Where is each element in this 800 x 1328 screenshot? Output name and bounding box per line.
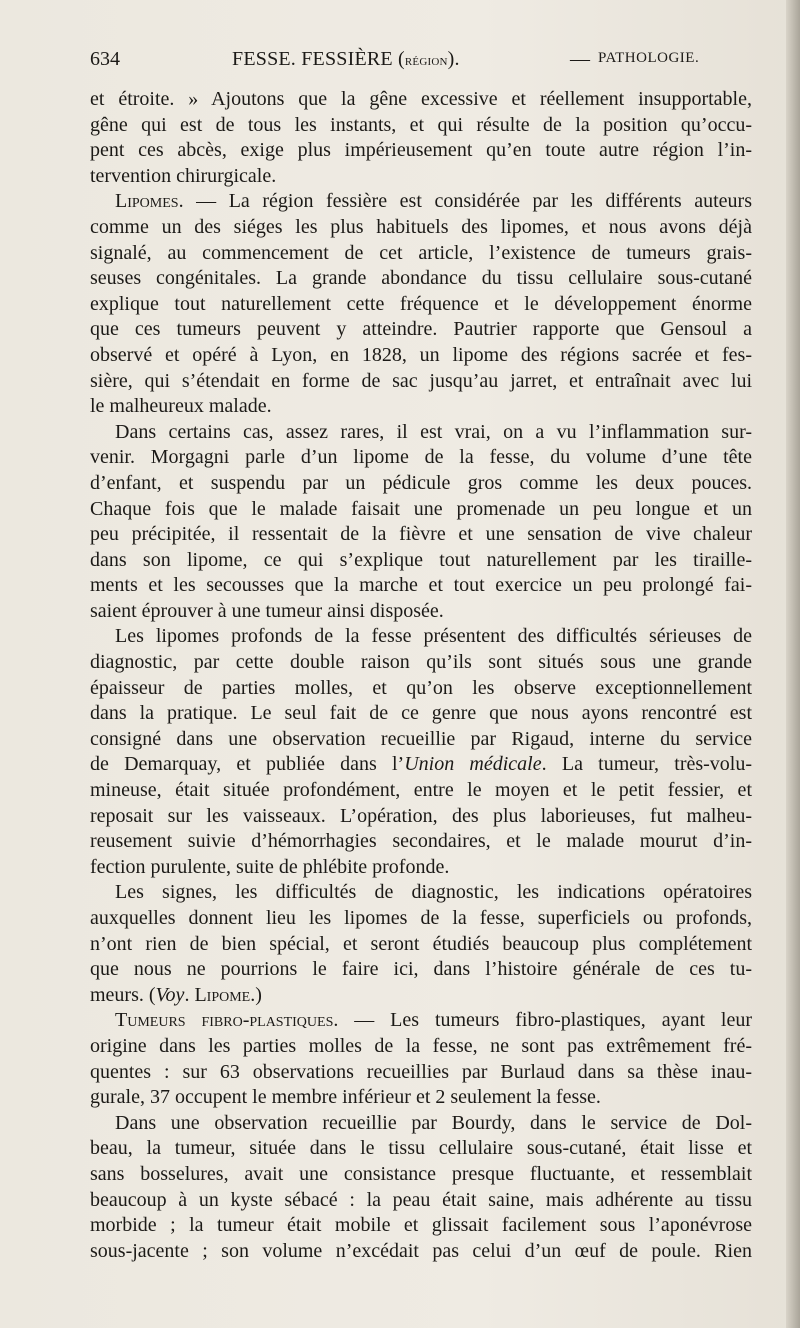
text-line: [90, 676, 752, 702]
text-line: [90, 1188, 752, 1214]
text-line: [90, 317, 752, 343]
text-segment: beaucoup à un kyste sébacé : la peau était saine, mais adhérente au tissu: [90, 1188, 752, 1211]
text-segment: saient éprouver à une tumeur ainsi disposée.: [90, 599, 444, 622]
text-segment: dans la pratique. Le seul fait de ce genre que nous ayons rencontré est: [90, 702, 752, 725]
text-line: [90, 1060, 752, 1086]
text-line: [90, 1213, 752, 1239]
text-segment: reusement suivie d’hémorrhagies secondaires, et le malade mourut d’in-: [90, 830, 752, 853]
text-line: [90, 573, 752, 599]
text-segment: d’enfant, et suspendu par un pédicule gros comme les deux pouces.: [90, 471, 752, 494]
text-segment: comme un des siéges les plus habituels des lipomes, et nous avons déjà: [90, 215, 752, 238]
text-segment: n’ont rien de bien spécial, et seront étudiés beaucoup plus complétement: [90, 932, 752, 955]
text-line: [90, 215, 752, 241]
text-line: [90, 113, 752, 139]
text-segment: pent ces abcès, exige plus impérieusement qu’en toute autre région l’in-: [90, 139, 752, 162]
text-line: [90, 292, 752, 318]
text-segment: observé et opéré à Lyon, en 1828, un lipome des régions sacrée et fes-: [90, 343, 752, 366]
text-line: [90, 650, 752, 676]
text-segment: quentes : sur 63 observations recueillies par Burlaud dans sa thèse inau-: [90, 1060, 752, 1083]
text-segment: que ces tumeurs peuvent y atteindre. Pautrier rapporte que Gensoul a: [90, 318, 752, 341]
text-line: [90, 1136, 752, 1162]
text-line: [90, 957, 752, 983]
text-segment: .: [184, 983, 195, 1006]
text-line: [90, 829, 752, 855]
text-line: [90, 241, 752, 267]
text-segment: le malheureux malade.: [90, 395, 272, 418]
page-edge: [786, 0, 800, 1328]
text-line: [90, 727, 752, 753]
running-title: [232, 48, 460, 71]
text-line: [90, 983, 752, 1009]
text-segment: mineuse, était située profondément, entre le moyen et le petit fessier, et: [90, 779, 752, 802]
text-segment: venir. Morgagni parle d’un lipome de la fesse, du volume d’une tête: [90, 446, 752, 469]
text-line: [90, 445, 752, 471]
text-segment: seuses congénitales. La grande abondance du tissu cellulaire sous-cutané: [90, 267, 752, 290]
body-text: [90, 87, 752, 1264]
text-segment: signalé, au commencement de cet article, l’existence de tumeurs grais-: [90, 241, 752, 264]
header-separator: —: [570, 48, 590, 70]
text-line: [90, 599, 752, 625]
text-segment: gurale, 37 occupent le membre inférieur et 2 seulement la fesse.: [90, 1086, 601, 1109]
italic-text: Union médicale: [404, 753, 542, 776]
text-segment: dans son lipome, ce qui s’explique tout naturellement par les tiraille-: [90, 548, 752, 571]
text-line: [90, 343, 752, 369]
text-line: [90, 1085, 752, 1111]
text-segment: ments et les secousses que la marche et tout exercice un peu prolongé fai-: [90, 574, 752, 597]
italic-text: Voy: [155, 983, 185, 1006]
text-line: [90, 87, 752, 113]
text-line: [90, 420, 752, 446]
text-line: [90, 522, 752, 548]
text-segment: Dans une observation recueillie par Bourdy, dans le service de Dol-: [115, 1111, 752, 1134]
text-line: [90, 266, 752, 292]
text-line: [90, 369, 752, 395]
text-segment: diagnostic, par cette double raison qu’ils sont situés sous une grande: [90, 651, 752, 674]
text-line: [90, 1111, 752, 1137]
text-segment: fection purulente, suite de phlébite profonde.: [90, 855, 450, 878]
text-line: [90, 624, 752, 650]
text-segment: . — La région fessière est considérée par les différents auteurs: [178, 190, 752, 213]
text-line: [90, 138, 752, 164]
text-segment: .): [250, 983, 262, 1006]
small-caps-text: Lipomes: [115, 190, 179, 213]
text-line: [90, 471, 752, 497]
text-line: [90, 164, 752, 190]
text-segment: sans bosselures, avait une consistance presque fluctuante, et ressemblait: [90, 1162, 752, 1185]
text-segment: que nous ne pourrions le faire ici, dans l’histoire générale de ces tu-: [90, 958, 752, 981]
text-segment: explique tout naturellement cette fréquence et le développement énorme: [90, 292, 752, 315]
section-title: PATHOLOGIE.: [598, 50, 700, 66]
text-segment: auxquelles donnent lieu les lipomes de la fesse, superficiels ou profonds,: [90, 907, 752, 929]
text-line: [90, 906, 752, 932]
text-line: [90, 932, 752, 958]
text-line: [90, 855, 752, 881]
text-segment: et étroite. » Ajoutons que la gêne excessive et réellement insupportable,: [90, 88, 752, 110]
text-segment: Les signes, les difficultés de diagnostic, les indications opératoires: [115, 881, 752, 904]
text-segment: . — Les tumeurs fibro-plastiques, ayant leur: [333, 1009, 753, 1032]
text-line: [90, 497, 752, 523]
text-line: [90, 880, 752, 906]
text-line: [90, 1008, 752, 1034]
text-segment: . La tumeur, très-volu-: [541, 753, 753, 776]
small-caps-text: Tumeurs fibro-plastiques: [115, 1009, 334, 1032]
text-line: [90, 1034, 752, 1060]
small-caps-text: Lipome: [194, 983, 251, 1006]
title-region: région: [404, 53, 448, 69]
text-segment: beau, la tumeur, située dans le tissu cellulaire sous-cutané, était lisse et: [90, 1137, 752, 1160]
text-segment: épaisseur de parties molles, et qu’on les observe exceptionnellement: [90, 676, 752, 699]
text-segment: morbide ; la tumeur était mobile et glissait facilement sous l’aponévrose: [90, 1214, 752, 1237]
text-segment: tervention chirurgicale.: [90, 164, 277, 187]
text-segment: peu précipitée, il ressentait de la fièvre et une sensation de vive chaleur: [90, 523, 752, 546]
text-line: [90, 548, 752, 574]
text-line: [90, 804, 752, 830]
title-close: ).: [447, 48, 460, 70]
text-segment: consigné dans une observation recueillie par Rigaud, interne du service: [90, 727, 752, 750]
text-line: [90, 701, 752, 727]
text-line: [90, 189, 752, 215]
text-segment: de Demarquay, et publiée dans l’: [90, 753, 405, 776]
text-line: [90, 752, 752, 778]
text-segment: reposait sur les vaisseaux. L’opération, des plus laborieuses, fut malheu-: [90, 804, 752, 827]
text-line: [90, 1239, 752, 1265]
running-header: [90, 48, 770, 78]
text-segment: Dans certains cas, assez rares, il est vrai, on a vu l’inflammation sur-: [115, 420, 752, 443]
text-segment: gêne qui est de tous les instants, et qui résulte de la position qu’occu-: [90, 113, 752, 136]
text-line: [90, 1162, 752, 1188]
text-segment: Les lipomes profonds de la fesse présentent des difficultés sérieuses de: [115, 625, 752, 648]
text-segment: origine dans les parties molles de la fesse, ne sont pas extrêmement fré-: [90, 1034, 752, 1057]
page-number: 634: [90, 48, 120, 70]
text-line: [90, 778, 752, 804]
title-main: FESSE. FESSIÈRE (: [232, 48, 405, 70]
text-segment: Chaque fois que le malade faisait une promenade un peu longue et un: [90, 497, 752, 520]
text-segment: meurs. (: [90, 983, 156, 1006]
text-line: [90, 394, 752, 420]
text-segment: sous-jacente ; son volume n’excédait pas celui d’un œuf de poule. Rien: [90, 1239, 752, 1262]
text-segment: sière, qui s’étendait en forme de sac jusqu’au jarret, et entraînait avec lui: [90, 369, 752, 392]
